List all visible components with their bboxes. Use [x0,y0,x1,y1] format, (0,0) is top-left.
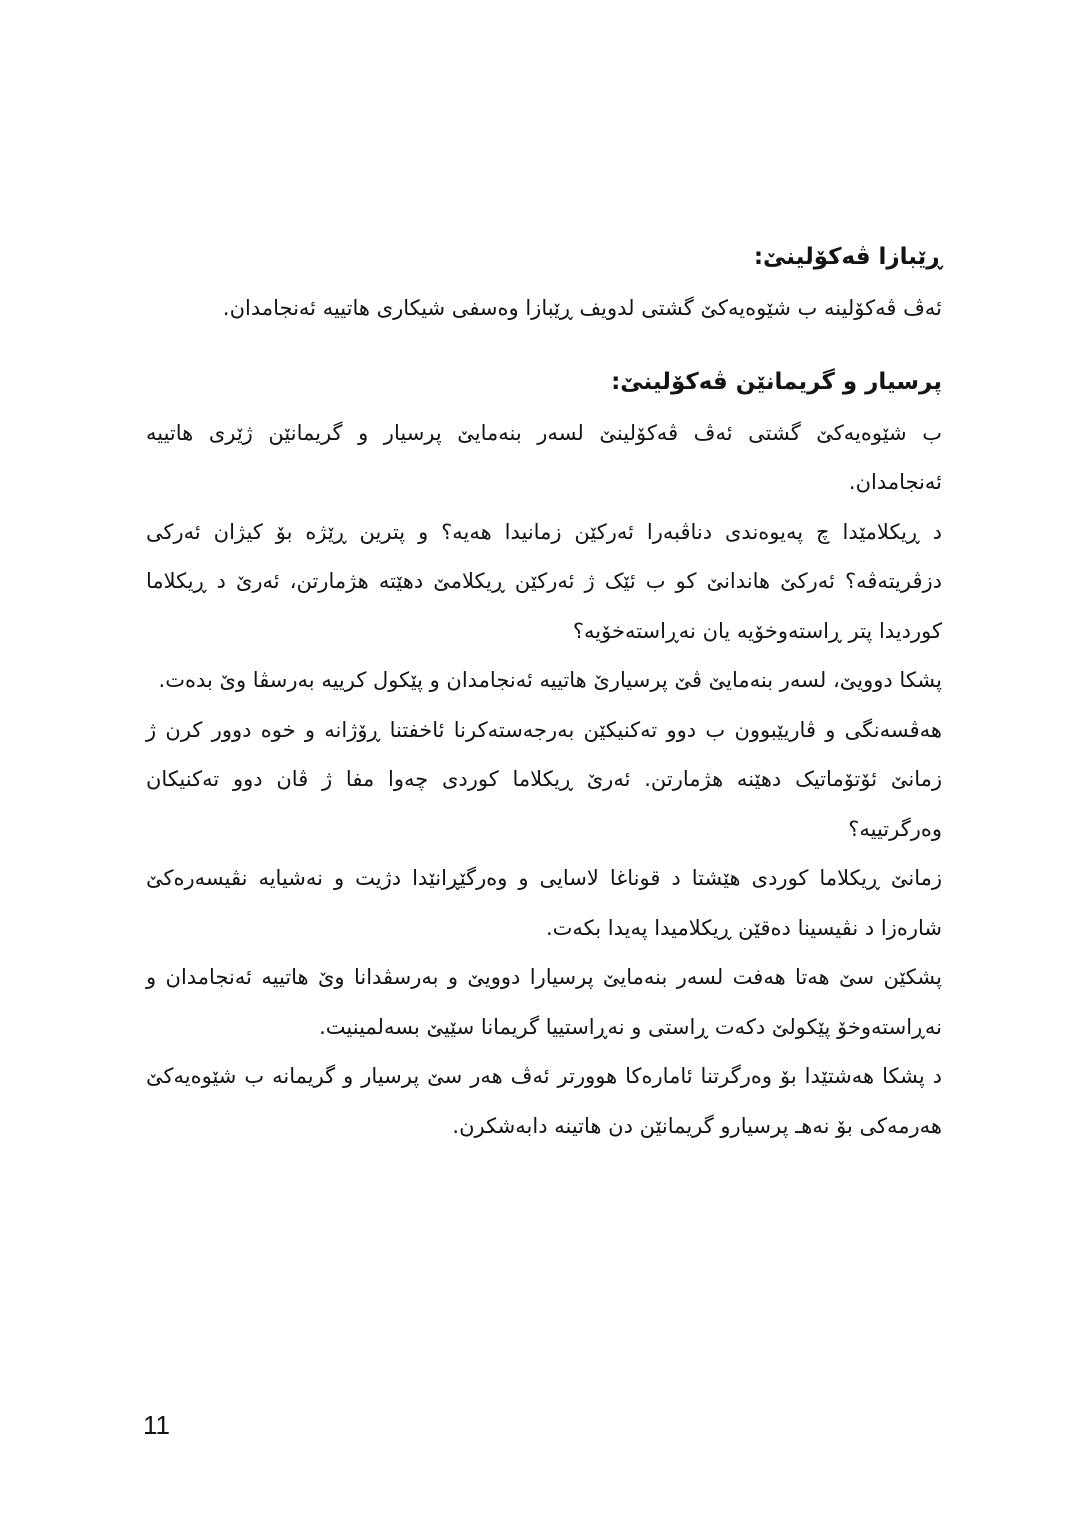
section-heading-method: ڕێبازا ڤەکۆلینێ: [753,244,942,270]
paragraph-sections-three-seven: پشکێن سێ هەتا هەفت لسەر بنەمایێ پرسیارا دوویێ و بەرسڤدانا وێ هاتییە ئەنجامدان و نەڕاستەوخۆ پێکولێ دکەت ڕاستی و نەڕاستییا گریمانا سێیێ بسەلمینیت. [146,965,942,1039]
paragraph-questions-intro: ب شێوەیەکێ گشتی ئەڤ ڤەکۆلینێ لسەر بنەمایێ پرسیار و گریمانێن ژێری هاتییە ئەنجامدان. [146,420,942,494]
paragraph-section-eight: د پشکا هەشتێدا بۆ وەرگرتنا ئامارەکا هوورتر ئەڤ هەر سێ پرسیار و گریمانە ب شێوەیەکێ هەرمەکی بۆ نەهـ پرسیارو گریمانێن دن هاتینە دابەشکرن. [146,1064,942,1138]
paragraph-method: ئەڤ ڤەکۆلینە ب شێوەیەکێ گشتی لدویف ڕێبازا وەسفی شیکاری هاتییە ئەنجامدان. [222,296,942,320]
section-heading-questions: پرسیار و گریمانێن ڤەکۆلینێ: [611,368,942,395]
paragraph-imitation: زمانێ ڕیکلاما کوردی هێشتا د قوناغا لاسایی و وەرگێڕانێدا دژیت و نەشیایە نڤیسەرەکێ شارەزا د نڤیسینا دەقێن ڕیکلامیدا پەیدا بکەت. [146,866,942,940]
paragraph-question-functions: د ڕیکلامێدا چ پەیوەندی دناڤبەرا ئەرکێن زمانیدا هەیە؟ و پترین ڕێژە بۆ کیژان ئەرکی دزڤریتەڤە؟ ئەرکێ هاندانێ کو ب ئێک ژ ئەرکێن ڕیکلامێ دهێتە هژمارتن، ئەرێ د ڕیکلاما کوردیدا پتر ڕاستەوخۆیە یان نەڕاستەخۆیە؟ [146,519,942,643]
page-body [146,233,942,1151]
paragraph-balance-variation: هەڤسەنگی و ڤاریێبوون ب دوو تەکنیکێن بەرجەستەکرنا ئاخفتنا ڕۆژانە و خوە دوور کرن ژ زمانێ ئۆتۆماتیک دهێنە هژمارتن. ئەرێ ڕیکلاما کوردی چەوا مفا ژ ڤان دوو تەکنیکان وەرگرتییە؟ [146,717,942,841]
paragraph-section-two: پشکا دوویێ، لسەر بنەمایێ ڤێ پرسیارێ هاتییە ئەنجامدان و پێکول کرییە بەرسڤا وێ بدەت. [158,668,942,692]
page-number: 11 [143,1410,170,1440]
